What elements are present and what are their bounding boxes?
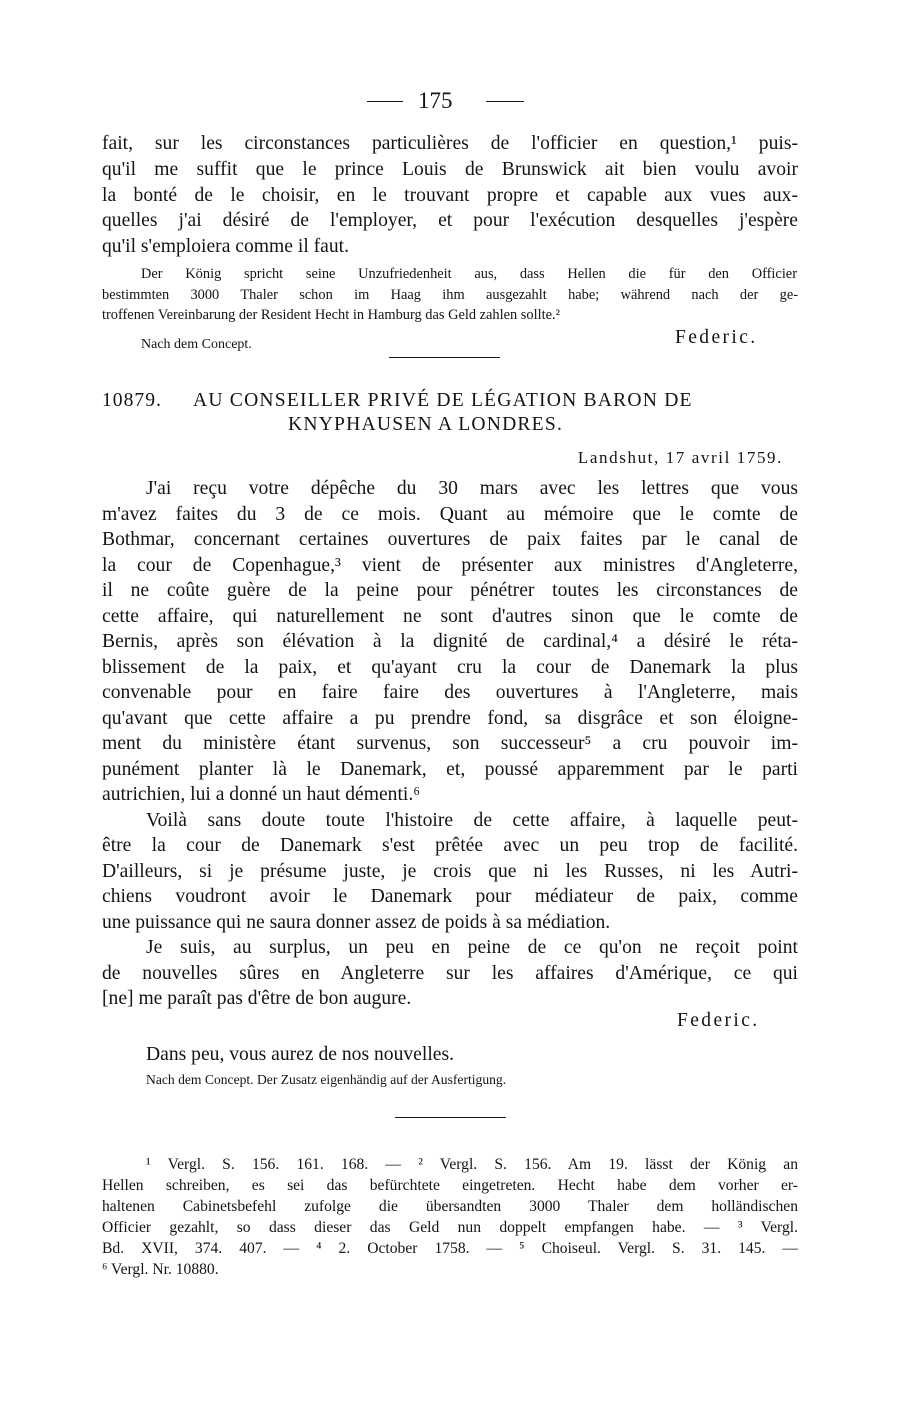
signature: Federic. — [677, 1010, 760, 1031]
text-line: chiens voudront avoir le Danemark pour médiateur de paix, comme — [102, 886, 798, 907]
text-line: être la cour de Danemark s'est prêtée avec un peu trop de facilité. — [102, 835, 798, 856]
note-line: bestimmten 3000 Thaler schon im Haag ihm ausgezahlt habe; während nach der ge- — [102, 287, 798, 303]
header-dash-left — [367, 101, 403, 102]
text-line: Bothmar, concernant certaines ouvertures de paix faites par le canal de — [102, 529, 798, 550]
letter-number: 10879. — [102, 390, 162, 411]
postscript: Dans peu, vous aurez de nos nouvelles. — [146, 1044, 454, 1065]
text-line: cette affaire, qui naturellement ne sont d'autres sinon que le comte de — [102, 606, 798, 627]
note-line: troffenen Vereinbarung der Resident Hecht in Hamburg das Geld zahlen sollte.² — [102, 307, 560, 323]
text-line: Voilà sans doute toute l'histoire de cette affaire, à laquelle peut- — [146, 810, 798, 831]
text-line: blissement de la paix, et qu'ayant cru la cour de Danemark la plus — [102, 657, 798, 678]
header-dash-right — [486, 101, 524, 102]
text-line: m'avez faites du 3 de ce mois. Quant au mémoire que le comte de — [102, 504, 798, 525]
text-line: quelles j'ai désiré de l'employer, et pour l'exécution desquelles j'espère — [102, 210, 798, 231]
text-line: qu'il s'emploiera comme il faut. — [102, 236, 350, 257]
text-line: Je suis, au surplus, un peu en peine de ce qu'on ne reçoit point — [146, 937, 798, 958]
text-line: de nouvelles sûres en Angleterre sur les affaires d'Amérique, ce qui — [102, 963, 798, 984]
text-line: punément planter là le Danemark, et, poussé apparemment par le parti — [102, 759, 798, 780]
text-line: la cour de Copenhague,³ vient de présenter aux ministres d'Angleterre, — [102, 555, 798, 576]
dateline: Landshut, 17 avril 1759. — [577, 448, 783, 467]
text-line: une puissance qui ne saura donner assez de poids à sa médiation. — [102, 912, 611, 933]
page-number: 175 — [418, 88, 453, 113]
footnote-rule — [395, 1117, 506, 1118]
page-header — [0, 88, 900, 114]
source-note: Nach dem Concept. Der Zusatz eigenhändig auf der Ausfertigung. — [146, 1072, 507, 1087]
footnote-line: Hellen schreiben, es sei das befürchtete eingetreten. Hecht habe dem vorher er- — [102, 1177, 798, 1194]
text-line: autrichien, lui a donné un haut démenti.⁶ — [102, 784, 421, 805]
text-line: [ne] me paraît pas d'être de bon augure. — [102, 988, 412, 1009]
letter-heading-line2: KNYPHAUSEN A LONDRES. — [288, 414, 564, 435]
text-line: fait, sur les circonstances particulières de l'officier en question,¹ puis- — [102, 133, 798, 154]
text-line: la bonté de le choisir, en le trouvant propre et capable aux vues aux- — [102, 185, 798, 206]
text-line: Bernis, après son élévation à la dignité de cardinal,⁴ a désiré le réta- — [102, 631, 798, 652]
text-line: ment du ministère étant survenus, son successeur⁵ a cru pouvoir im- — [102, 733, 798, 754]
text-line: D'ailleurs, si je présume juste, je crois que ni les Russes, ni les Autri- — [102, 861, 798, 882]
signature: Federic. — [675, 327, 758, 348]
letter-heading: AU CONSEILLER PRIVÉ DE LÉGATION BARON DE — [193, 390, 693, 411]
note-line: Der König spricht seine Unzufriedenheit aus, dass Hellen die für den Officier — [141, 266, 797, 282]
text-line: J'ai reçu votre dépêche du 30 mars avec les lettres que vous — [146, 478, 798, 499]
text-line: il ne coûte guère de la peine pour pénétrer toutes les circonstances de — [102, 580, 798, 601]
footnote-line: Officier gezahlt, so dass dieser das Geld nun doppelt empfangen habe. — ³ Vergl. — [102, 1219, 798, 1236]
footnote-line: ¹ Vergl. S. 156. 161. 168. — ² Vergl. S. 156. Am 19. lässt der König an — [146, 1156, 798, 1173]
section-rule — [389, 357, 500, 358]
text-line: qu'il me suffit que le prince Louis de Brunswick ait bien voulu avoir — [102, 159, 798, 180]
footnote-line: Bd. XVII, 374. 407. — ⁴ 2. October 1758. — ⁵ Choiseul. Vergl. S. 31. 145. — — [102, 1240, 798, 1257]
text-line: convenable pour en faire faire des ouvertures à l'Angleterre, mais — [102, 682, 798, 703]
footnote-line: ⁶ Vergl. Nr. 10880. — [102, 1261, 219, 1278]
source-note: Nach dem Concept. — [141, 337, 252, 352]
footnote-line: haltenen Cabinetsbefehl zufolge die übersandten 3000 Thaler dem holländischen — [102, 1198, 798, 1215]
text-line: qu'avant que cette affaire a pu prendre fond, sa disgrâce et son éloigne- — [102, 708, 798, 729]
